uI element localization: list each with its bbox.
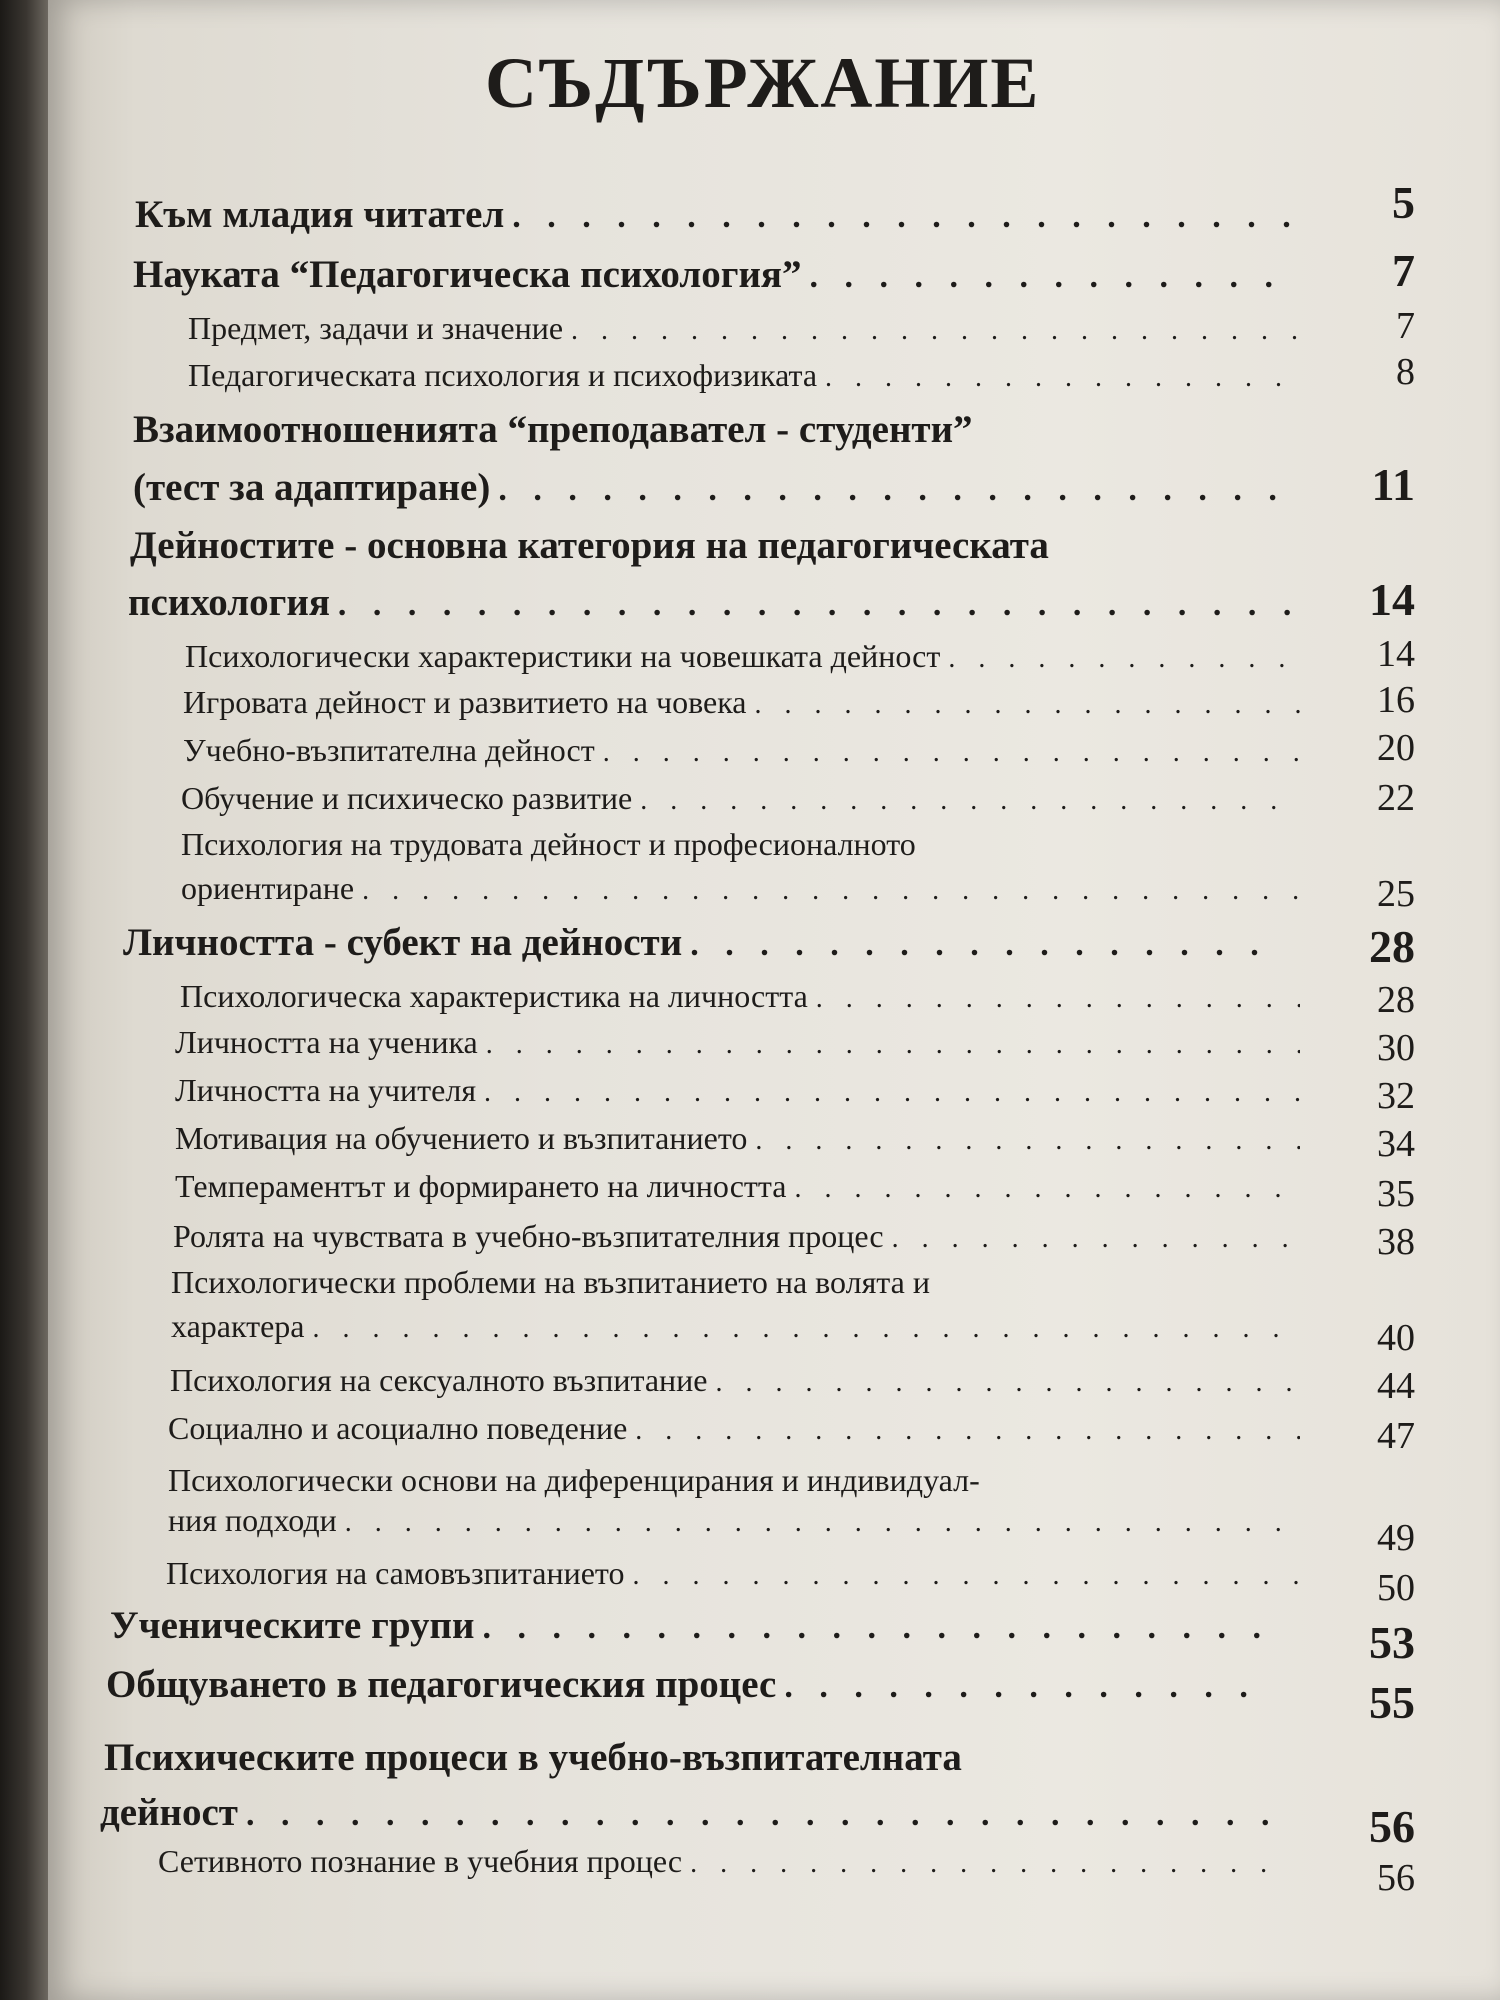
toc-entry <box>173 1218 1300 1255</box>
toc-entry-title: Психологическа характеристика на личността <box>180 978 808 1014</box>
toc-entry <box>188 357 1300 394</box>
toc-leader-dots <box>632 1560 1300 1592</box>
toc-page-number: 55 <box>1369 1677 1415 1728</box>
toc-entry-title: Учебно-възпитателна дейност <box>183 732 595 768</box>
toc-page-number: 7 <box>1392 245 1415 296</box>
toc-entry <box>183 684 1300 721</box>
toc-leader-dots <box>816 983 1300 1015</box>
toc-page-number: 40 <box>1377 1317 1415 1359</box>
toc-leader-dots <box>571 315 1300 347</box>
toc-page-number: 34 <box>1377 1123 1415 1165</box>
toc-leader-dots <box>486 1029 1300 1061</box>
toc-leader-dots <box>690 1848 1290 1880</box>
toc-page-number: 28 <box>1377 979 1415 1021</box>
toc-page-number: 56 <box>1369 1801 1415 1852</box>
toc-leader-dots <box>635 1415 1300 1447</box>
toc-entry <box>168 1410 1300 1447</box>
toc-entry <box>166 1555 1300 1592</box>
toc-leader-dots <box>948 643 1300 675</box>
toc-entry <box>100 1790 1275 1835</box>
toc-entry <box>171 1308 1300 1345</box>
toc-leader-dots <box>345 1507 1300 1539</box>
toc-leader-dots <box>794 1173 1300 1205</box>
toc-entry <box>180 978 1300 1015</box>
toc-entry-title-continued: ориентиране <box>181 870 355 906</box>
toc-entry <box>175 1072 1300 1109</box>
toc-entry-title: Ролята на чувствата в учебно-възпитателния процес <box>173 1218 884 1254</box>
toc-leader-dots <box>498 471 1300 509</box>
toc-leader-dots <box>603 737 1300 769</box>
toc-entry-title: Взаимоотношенията “преподавател - студенти” <box>133 408 973 451</box>
toc-entry-title: Психологически основи на диференцирания и индивидуал- <box>168 1462 980 1498</box>
toc-entry-title-continued: ния подходи <box>168 1502 337 1538</box>
toc-leader-dots <box>784 1668 1275 1706</box>
toc-page-number: 30 <box>1377 1027 1415 1069</box>
toc-entry <box>175 1024 1300 1061</box>
toc-leader-dots <box>755 1125 1300 1157</box>
toc-page-number: 53 <box>1369 1617 1415 1668</box>
toc-page-number: 49 <box>1377 1517 1415 1559</box>
toc-entry-title: Личността - субект на дейности <box>123 921 683 964</box>
toc-page-number: 25 <box>1377 873 1415 915</box>
toc-page-number: 28 <box>1369 921 1415 972</box>
toc-entry <box>181 780 1300 817</box>
toc-entry-title: Игровата дейност и развитието на човека <box>183 684 747 720</box>
toc-entry-title: Личността на учителя <box>175 1072 477 1108</box>
toc-entry-title: Към младия читател <box>135 193 505 236</box>
toc-entry-title: Темпераментът и формирането на личността <box>175 1168 787 1204</box>
toc-page-number: 44 <box>1377 1365 1415 1407</box>
toc-page-number: 20 <box>1377 727 1415 769</box>
toc-entry-title: Психология на сексуалното възпитание <box>170 1362 708 1398</box>
toc-entry-title: Сетивното познание в учебния процес <box>158 1843 683 1879</box>
toc-page-number: 7 <box>1396 305 1415 347</box>
toc-entry-title-continued: психология <box>128 581 330 624</box>
toc-entry-title: Предмет, задачи и значение <box>188 310 564 346</box>
toc-entry-title: Социално и асоциално поведение <box>168 1410 628 1446</box>
toc-entry <box>133 465 1300 510</box>
toc-entry-title-continued: дейност <box>100 1791 238 1834</box>
toc-page-number: 56 <box>1377 1857 1415 1899</box>
toc-page-number: 14 <box>1377 633 1415 675</box>
toc-leader-dots <box>754 689 1300 721</box>
toc-entry <box>185 638 1300 675</box>
toc-entry <box>133 252 1300 297</box>
toc-entry-title: Психология на трудовата дейност и професионалното <box>181 826 916 862</box>
toc-leader-dots <box>338 586 1300 624</box>
toc-leader-dots <box>715 1367 1300 1399</box>
toc-leader-dots <box>810 258 1300 296</box>
toc-leader-dots <box>640 785 1300 817</box>
toc-entry-title: Психология на самовъзпитанието <box>166 1555 625 1591</box>
toc-page-number: 16 <box>1377 679 1415 721</box>
toc-entry <box>170 1362 1300 1399</box>
toc-entry-title-continued: характера <box>171 1308 305 1344</box>
toc-leader-dots <box>362 875 1300 907</box>
toc-page-number: 47 <box>1377 1415 1415 1457</box>
page-title: СЪДЪРЖАНИЕ <box>485 43 1041 123</box>
toc-entry-title: Педагогическата психология и психофизиката <box>188 357 818 393</box>
toc-entry <box>110 1603 1275 1648</box>
toc-page-number: 5 <box>1392 177 1415 228</box>
toc-page-number: 50 <box>1377 1567 1415 1609</box>
toc-entry-title: Психологически характеристики на човешката дейност <box>185 638 941 674</box>
toc-entry <box>175 1168 1300 1205</box>
toc-page-number: 35 <box>1377 1173 1415 1215</box>
toc-entry-title: Науката “Педагогическа психология” <box>133 253 802 296</box>
toc-page-number: 22 <box>1377 777 1415 819</box>
toc-entry-title: Мотивация на обучението и възпитанието <box>175 1120 748 1156</box>
toc-page-number: 14 <box>1369 574 1415 625</box>
toc-entry <box>135 192 1300 237</box>
toc-leader-dots <box>825 362 1300 394</box>
toc-entry-title: Дейностите - основна категория на педагогическата <box>130 524 1049 567</box>
toc-entry <box>123 920 1263 965</box>
toc-entry <box>181 870 1300 907</box>
toc-page-number: 38 <box>1377 1221 1415 1263</box>
toc-entry <box>183 732 1300 769</box>
toc-entry-title: Общуването в педагогическия процес <box>106 1663 777 1706</box>
toc-entry <box>188 310 1300 347</box>
toc-entry-title: Психологически проблеми на възпитанието на волята и <box>171 1264 930 1300</box>
toc-entry <box>128 580 1300 625</box>
toc-entry-title: Психическите процеси в учебно-възпитателната <box>104 1736 962 1779</box>
toc-entry-title-continued: (тест за адаптиране) <box>133 466 491 509</box>
toc-entry <box>158 1843 1290 1880</box>
toc-entry-title: Ученическите групи <box>110 1604 475 1647</box>
toc-entry <box>175 1120 1300 1157</box>
toc-leader-dots <box>484 1077 1300 1109</box>
toc-entry <box>106 1662 1275 1707</box>
toc-leader-dots <box>892 1223 1300 1255</box>
toc-entry-title: Обучение и психическо развитие <box>181 780 633 816</box>
toc-leader-dots <box>246 1796 1275 1834</box>
toc-leader-dots <box>482 1609 1275 1647</box>
toc-page-number: 11 <box>1371 459 1415 510</box>
toc-page-number: 8 <box>1396 351 1415 393</box>
toc-leader-dots <box>512 198 1300 236</box>
toc-leader-dots <box>690 926 1263 964</box>
toc-entry <box>168 1502 1300 1539</box>
toc-page-number: 32 <box>1377 1075 1415 1117</box>
toc-entry-title: Личността на ученика <box>175 1024 478 1060</box>
toc-leader-dots <box>313 1313 1301 1345</box>
